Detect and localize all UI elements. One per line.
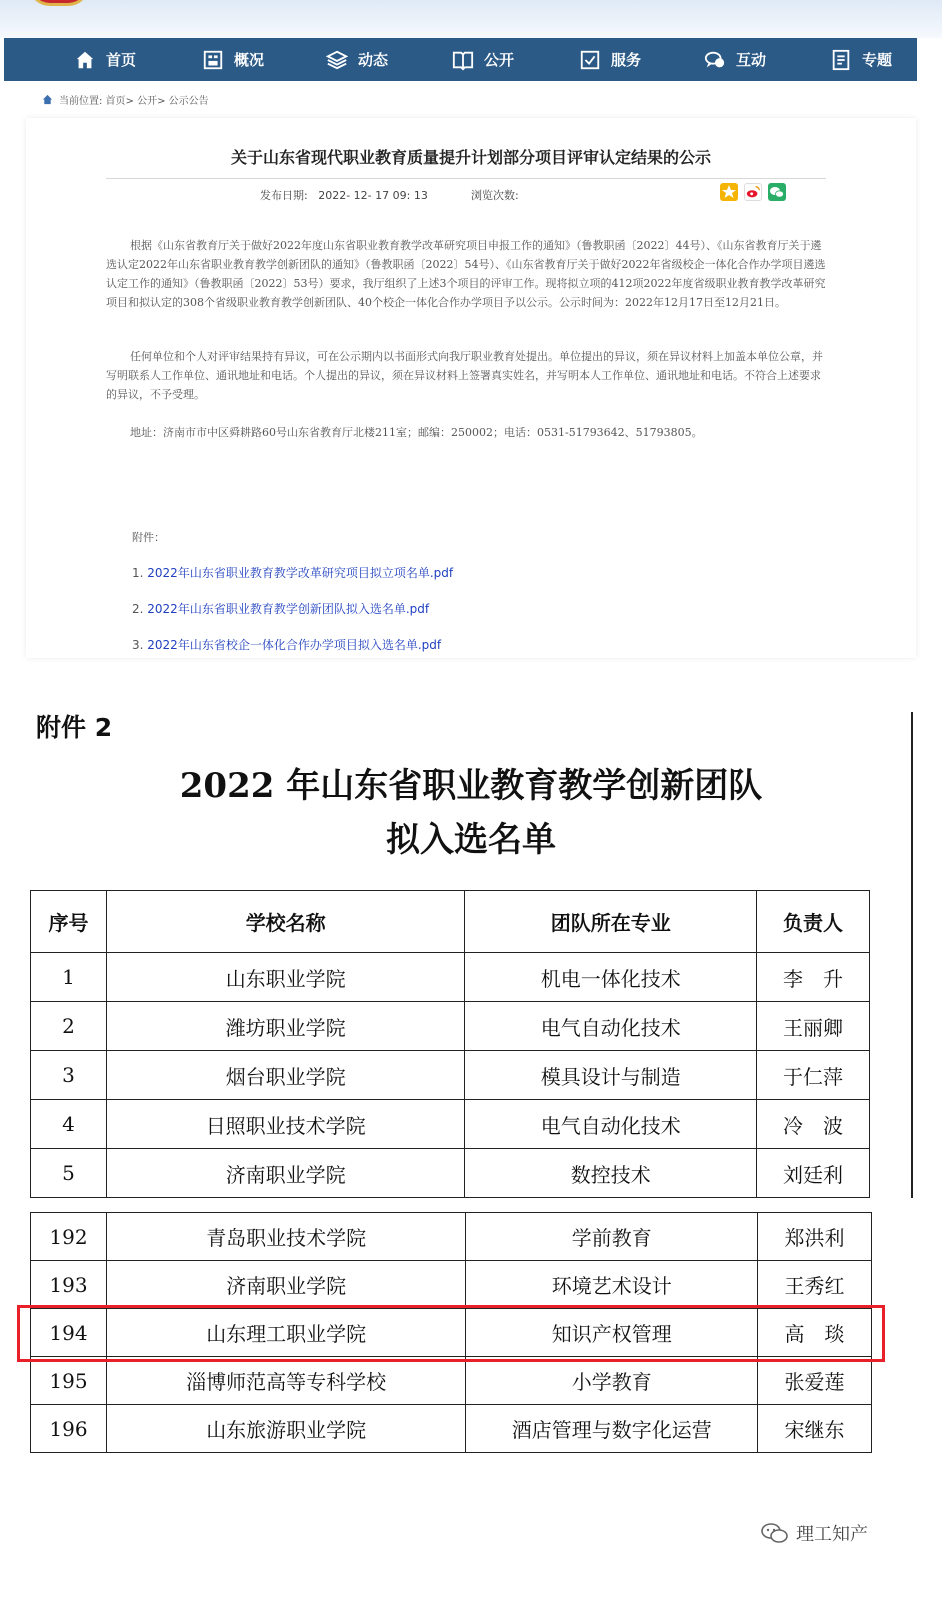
major-cell: 模具设计与制造 (465, 1051, 757, 1100)
wechat-share-icon[interactable] (768, 183, 786, 201)
major-cell: 小学教育 (466, 1357, 758, 1405)
article-paragraph-1: 根据《山东省教育厅关于做好2022年度山东省职业教育教学改革研究项目申报工作的通知》（鲁教职函〔2022〕44号）、《山东省教育厅关于遴选认定2022年山东省职业教育教学创新团队的通知》（鲁教职函〔2022〕54号）、《山东省教育厅关于做好2022年省级校企一体化合作办学项目遴选认定工作的通知》（鲁教职函〔2022〕53号）要求，我厅组织了上述3个项目的评审工作。现将拟立项的412项2022年度省级职业教育教学改革研究项目和拟认定的308个省级职业教育教学创新团队、40个校企一体化合作办学项目予以公示。公示时间为：2022年12月17日至12月21日。 (106, 239, 826, 309)
nav-item-topics[interactable] (830, 38, 892, 81)
table-row (31, 1051, 870, 1100)
school-name-cell: 烟台职业学院 (106, 1051, 465, 1100)
attachment-num: 2. (132, 602, 144, 616)
table-row (31, 1213, 872, 1261)
major-cell: 知识产权管理 (466, 1309, 758, 1357)
nav-label: 动态 (358, 51, 389, 69)
major-cell: 电气自动化技术 (465, 1002, 757, 1051)
highlight-box (17, 1305, 885, 1362)
major-cell: 环境艺术设计 (466, 1261, 758, 1309)
row-number-cell: 3 (31, 1051, 107, 1100)
school-name-cell: 山东职业学院 (106, 953, 465, 1002)
major-cell: 数控技术 (465, 1149, 757, 1198)
favorite-share-icon[interactable] (720, 183, 738, 201)
home-icon (74, 49, 96, 71)
attachment-item (132, 636, 441, 653)
school-name-cell: 济南职业学院 (106, 1261, 466, 1309)
table-row (31, 1357, 872, 1405)
views-label: 浏览次数: (471, 189, 519, 202)
header-cell: 学校名称 (106, 891, 465, 953)
breadcrumb (42, 92, 209, 107)
nav-item-public[interactable] (452, 38, 514, 81)
row-number-cell: 196 (31, 1405, 107, 1453)
attachment-link-3[interactable]: 2022年山东省校企一体化合作办学项目拟入选名单.pdf (147, 638, 442, 652)
school-name-cell: 淄博师范高等专科学校 (106, 1357, 466, 1405)
major-cell: 电气自动化技术 (465, 1100, 757, 1149)
header-cell: 团队所在专业 (465, 891, 757, 953)
leader-cell: 郑洪利 (758, 1213, 872, 1261)
nav-label: 首页 (106, 51, 137, 69)
leader-cell: 冷 波 (757, 1100, 870, 1149)
page-edge-divider (911, 712, 913, 1198)
row-number-cell: 4 (31, 1100, 107, 1149)
school-name-cell: 山东理工职业学院 (106, 1309, 466, 1357)
breadcrumb-text: 当前位置: 首页> 公开> 公示公告 (59, 96, 209, 107)
national-emblem-logo (28, 0, 90, 6)
article-paragraph-3: 地址：济南市市中区舜耕路60号山东省教育厅北楼211室；邮编：250002；电话：0531-51793642、51793805。 (130, 426, 703, 439)
nav-label: 专题 (862, 51, 893, 69)
article-paragraph-2: 任何单位和个人对评审结果持有异议，可在公示期内以书面形式向我厅职业教育处提出。单位提出的异议，须在异议材料上加盖本单位公章，并写明联系人工作单位、通讯地址和电话。个人提出的异议，须在异议材料上签署真实姓名，并写明本人工作单位、通讯地址和电话。不符合上述要求的异议，不予受理。 (106, 350, 823, 401)
school-name-cell: 日照职业技术学院 (106, 1100, 465, 1149)
leader-cell: 李 升 (757, 953, 870, 1002)
attachment-item (132, 600, 429, 617)
nav-item-news[interactable] (326, 38, 388, 81)
attachments-label: 附件： (132, 531, 165, 544)
service-icon (579, 49, 601, 71)
document-title-line-1: 2022 年山东省职业教育教学创新团队 (179, 766, 763, 806)
row-number-cell: 5 (31, 1149, 107, 1198)
building-icon (202, 49, 224, 71)
table-header-row (31, 891, 870, 953)
row-number-cell: 2 (31, 1002, 107, 1051)
nav-label: 公开 (484, 51, 515, 69)
table-row (31, 1149, 870, 1198)
document-title-line-2: 拟入选名单 (386, 820, 556, 860)
row-number-cell: 1 (31, 953, 107, 1002)
nav-item-home[interactable] (74, 38, 136, 81)
table-row (31, 1405, 872, 1453)
watermark (760, 1520, 868, 1546)
table-row (31, 1261, 872, 1309)
attachment-num: 3. (132, 638, 144, 652)
main-nav (4, 38, 917, 81)
date-value: 2022- 12- 17 09: 13 (318, 189, 428, 202)
leader-cell: 王丽卿 (757, 1002, 870, 1051)
weibo-share-icon[interactable] (744, 183, 762, 201)
nav-item-service[interactable] (579, 38, 641, 81)
book-icon (452, 49, 474, 71)
chat-icon (704, 49, 726, 71)
team-list-table-top (30, 890, 870, 1198)
layers-icon (326, 49, 348, 71)
leader-cell: 张爱莲 (758, 1357, 872, 1405)
school-name-cell: 青岛职业技术学院 (106, 1213, 466, 1261)
leader-cell: 高 琰 (758, 1309, 872, 1357)
table-row (31, 1002, 870, 1051)
major-cell: 酒店管理与数字化运营 (466, 1405, 758, 1453)
home-icon (42, 94, 53, 105)
row-number-cell: 192 (31, 1213, 107, 1261)
attachment-link-2[interactable]: 2022年山东省职业教育教学创新团队拟入选名单.pdf (147, 602, 430, 616)
major-cell: 学前教育 (466, 1213, 758, 1261)
leader-cell: 王秀红 (758, 1261, 872, 1309)
watermark-text: 理工知产 (796, 1524, 868, 1545)
attachment-number: 附件 2 (36, 713, 113, 742)
attachment-item (132, 564, 453, 581)
row-number-cell: 193 (31, 1261, 107, 1309)
major-cell: 机电一体化技术 (465, 953, 757, 1002)
nav-label: 服务 (611, 51, 642, 69)
leader-cell: 宋继东 (758, 1405, 872, 1453)
document-icon (830, 49, 852, 71)
wechat-icon (760, 1521, 790, 1545)
publish-date (260, 187, 428, 203)
row-number-cell: 195 (31, 1357, 107, 1405)
date-label: 发布日期: (260, 189, 308, 202)
header-cell: 序号 (31, 891, 107, 953)
nav-label: 概况 (234, 51, 265, 69)
title-divider (106, 178, 826, 179)
school-name-cell: 山东旅游职业学院 (106, 1405, 466, 1453)
attachment-link-1[interactable]: 2022年山东省职业教育教学改革研究项目拟立项名单.pdf (147, 566, 454, 580)
nav-label: 互动 (736, 51, 767, 69)
article-title: 关于山东省现代职业教育质量提升计划部分项目评审认定结果的公示 (230, 148, 711, 167)
top-banner (0, 0, 942, 38)
school-name-cell: 潍坊职业学院 (106, 1002, 465, 1051)
attachment-num: 1. (132, 566, 144, 580)
table-row (31, 953, 870, 1002)
nav-item-overview[interactable] (202, 38, 264, 81)
table-row (31, 1100, 870, 1149)
nav-item-interact[interactable] (704, 38, 766, 81)
row-number-cell: 194 (31, 1309, 107, 1357)
leader-cell: 刘廷利 (757, 1149, 870, 1198)
view-count (471, 187, 519, 203)
school-name-cell: 济南职业学院 (106, 1149, 465, 1198)
header-cell: 负责人 (757, 891, 870, 953)
leader-cell: 于仁萍 (757, 1051, 870, 1100)
